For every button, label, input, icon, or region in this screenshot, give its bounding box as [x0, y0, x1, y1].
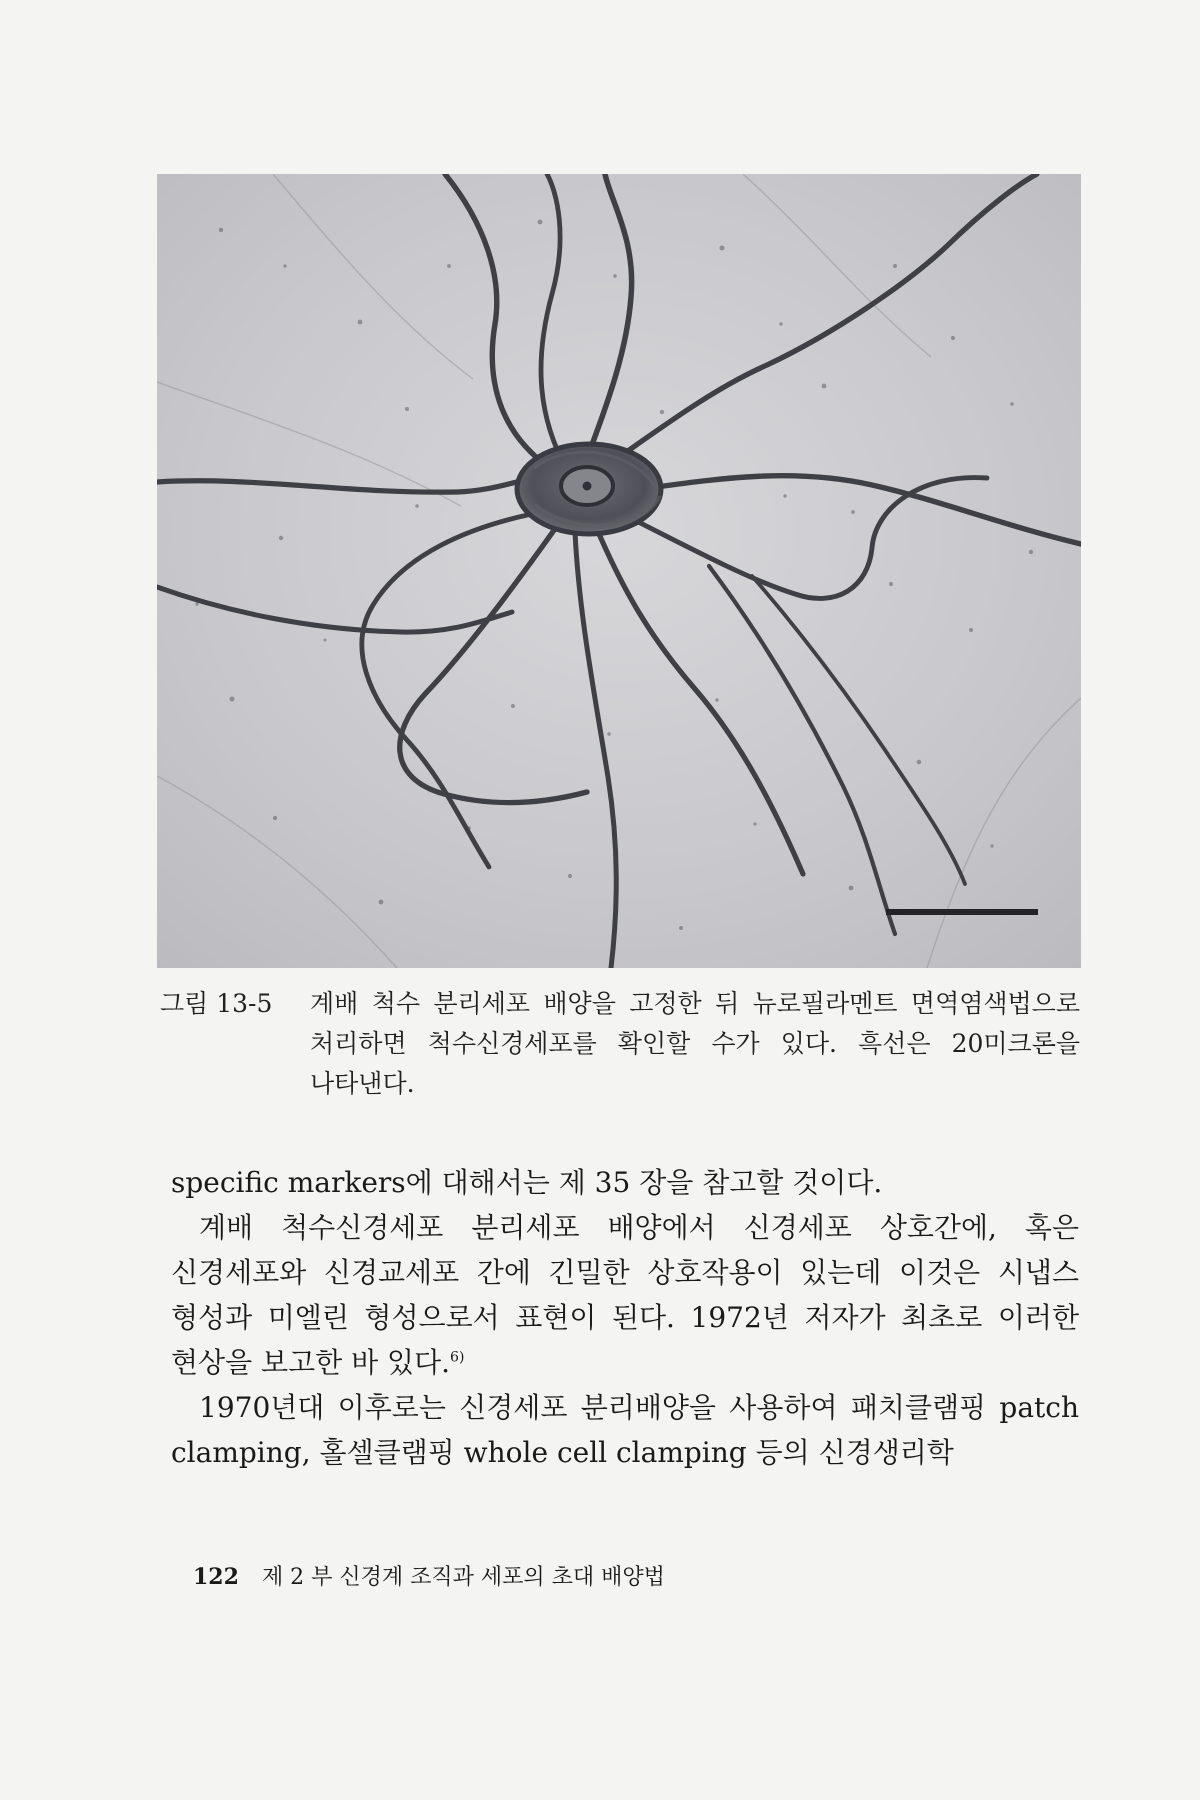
- figure-label: 그림 13-5: [160, 989, 273, 1018]
- page-footer: [193, 1562, 665, 1593]
- neuron-image-svg: [157, 174, 1081, 968]
- paragraph-3: 1970년대 이후로는 신경세포 분리배양을 사용하여 패치클램핑 patch clamping, 홀셀클램핑 whole cell clamping 등의 신경생리학: [171, 1391, 1079, 1469]
- citation-6: 6): [450, 1349, 465, 1366]
- running-footer: 제 2 부 신경계 조직과 세포의 초대 배양법: [261, 1565, 665, 1590]
- figure-caption-text: 계배 척수 분리세포 배양을 고정한 뒤 뉴로필라멘트 면역염색법으로 처리하면 척수신경세포를 확인할 수가 있다. 흑선은 20미크론을 나타낸다.: [310, 989, 1080, 1098]
- neuron-soma: [517, 444, 661, 534]
- neuron-micrograph: [157, 174, 1081, 968]
- page-number: 122: [193, 1564, 239, 1590]
- paragraph-2: [171, 1205, 1079, 1385]
- body-text: [171, 1160, 1079, 1475]
- paragraph-2-text: 계배 척수신경세포 분리세포 배양에서 신경세포 상호간에, 혹은 신경세포와 신경교세포 간에 긴밀한 상호작용이 있는데 이것은 시냅스 형성과 미엘린 형성으로서 표현이 된다. 1972년 저자가 최초로 이러한 현상을 보고한 바 있다.: [171, 1211, 1079, 1379]
- paragraph-1: specific markers에 대해서는 제 35 장을 참고할 것이다.: [171, 1166, 883, 1199]
